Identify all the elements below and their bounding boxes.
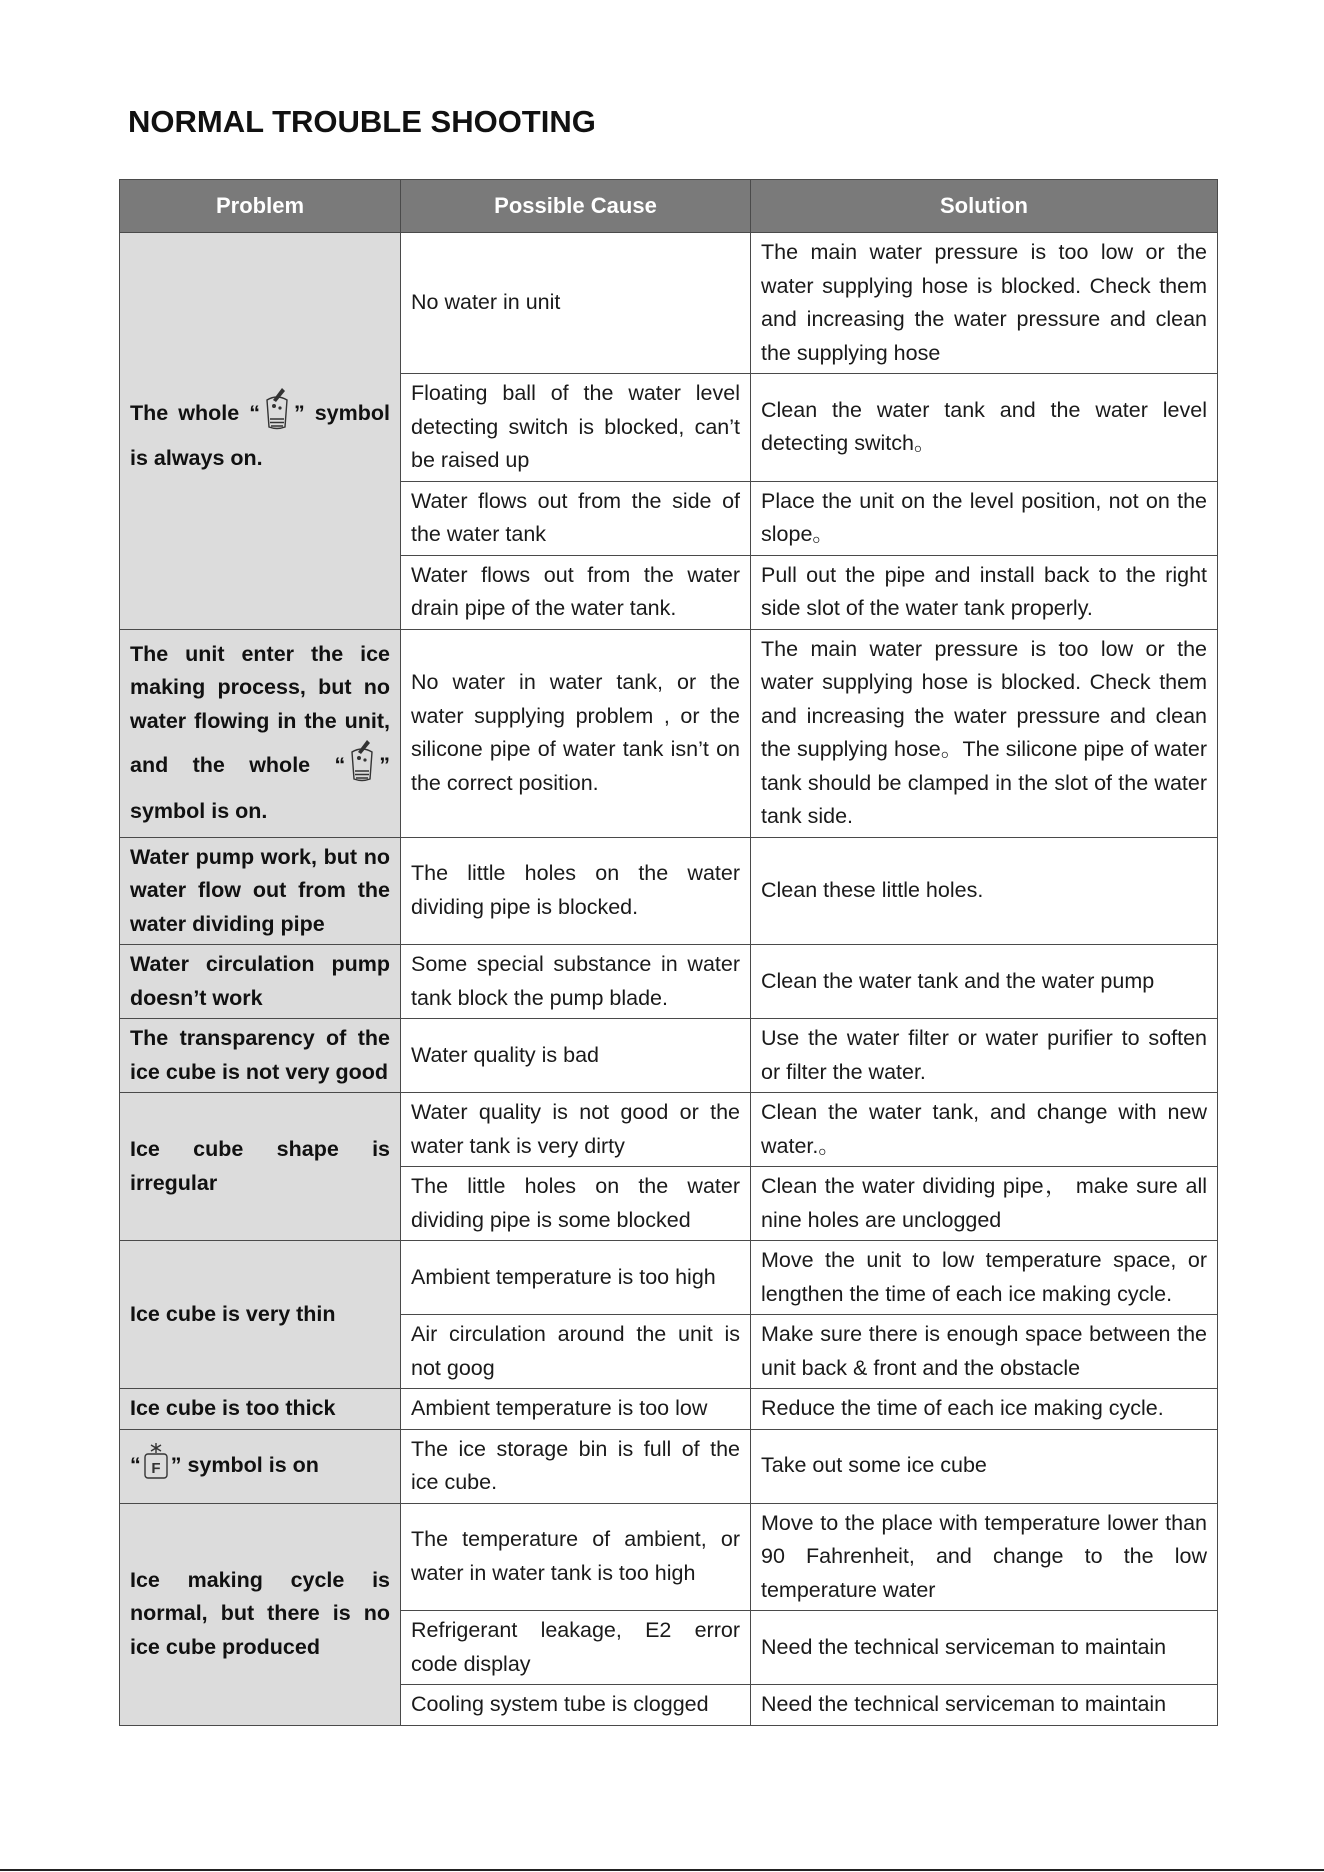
- problem-cell: Water circulation pump doesn’t work: [120, 945, 401, 1019]
- cause-cell: Water flows out from the side of the water tank: [401, 481, 751, 555]
- solution-cell: Make sure there is enough space between the unit back & front and the obstacle: [751, 1315, 1218, 1389]
- problem-cell: Water pump work, but no water flow out from the water dividing pipe: [120, 837, 401, 945]
- solution-cell: Move the unit to low temperature space, or lengthen the time of each ice making cycle.: [751, 1241, 1218, 1315]
- header-possible-cause: Possible Cause: [401, 180, 751, 233]
- solution-cell: Pull out the pipe and install back to the right side slot of the water tank properly.: [751, 555, 1218, 629]
- cause-cell: Some special substance in water tank block the pump blade.: [401, 945, 751, 1019]
- page-title: NORMAL TROUBLE SHOOTING: [128, 104, 596, 139]
- cause-cell: The little holes on the water dividing pipe is blocked.: [401, 837, 751, 945]
- cause-cell: Air circulation around the unit is not goog: [401, 1315, 751, 1389]
- cause-cell: Water quality is bad: [401, 1019, 751, 1093]
- problem-text: “: [130, 1452, 141, 1477]
- solution-cell: Need the technical serviceman to maintain: [751, 1685, 1218, 1726]
- cause-cell: Floating ball of the water level detecting switch is blocked, can’t be raised up: [401, 374, 751, 482]
- table-row: [120, 837, 1218, 945]
- problem-text: ” symbol is on.: [130, 753, 390, 823]
- problem-cell: Ice cube shape is irregular: [120, 1093, 401, 1241]
- cause-cell: Water flows out from the water drain pipe of the water tank.: [401, 555, 751, 629]
- header-problem: Problem: [120, 180, 401, 233]
- problem-cell: Ice cube is very thin: [120, 1241, 401, 1389]
- problem-cell: [120, 629, 401, 837]
- table-body: [120, 233, 1218, 1726]
- solution-cell: Clean these little holes.: [751, 837, 1218, 945]
- cause-cell: The ice storage bin is full of the ice cube.: [401, 1429, 751, 1503]
- problem-cell: Ice making cycle is normal, but there is no ice cube produced: [120, 1503, 401, 1725]
- solution-cell: Clean the water tank, and change with new water.。: [751, 1093, 1218, 1167]
- water-tank-icon: [345, 738, 379, 795]
- cause-cell: No water in water tank, or the water supplying problem , or the silicone pipe of water tank isn’t on the correct position.: [401, 629, 751, 837]
- table-row: [120, 1093, 1218, 1167]
- cause-cell: The temperature of ambient, or water in water tank is too high: [401, 1503, 751, 1611]
- problem-text: ” symbol is on: [170, 1452, 319, 1477]
- header-solution: Solution: [751, 180, 1218, 233]
- table-row: [120, 629, 1218, 837]
- table-row: [120, 1503, 1218, 1611]
- solution-cell: Clean the water dividing pipe， make sure all nine holes are unclogged: [751, 1167, 1218, 1241]
- problem-cell: [120, 233, 401, 630]
- table-header-row: [120, 180, 1218, 233]
- solution-cell: The main water pressure is too low or the water supplying hose is blocked. Check them and increasing the water pressure and clean the supplying hose。The silicone pipe of water tank should be clamped in the slot of the water tank side.: [751, 629, 1218, 837]
- cause-cell: Refrigerant leakage, E2 error code display: [401, 1611, 751, 1685]
- cause-cell: Ambient temperature is too high: [401, 1241, 751, 1315]
- table-row: [120, 945, 1218, 1019]
- solution-cell: Clean the water tank and the water level detecting switch。: [751, 374, 1218, 482]
- problem-text: The whole “: [130, 400, 260, 425]
- solution-cell: Reduce the time of each ice making cycle.: [751, 1389, 1218, 1430]
- water-tank-icon: [260, 386, 294, 443]
- table-row: [120, 233, 1218, 374]
- solution-cell: Use the water filter or water purifier to soften or filter the water.: [751, 1019, 1218, 1093]
- solution-cell: Place the unit on the level position, not on the slope。: [751, 481, 1218, 555]
- ice-full-icon: [141, 1441, 171, 1492]
- solution-cell: Move to the place with temperature lower than 90 Fahrenheit, and change to the low temperature water: [751, 1503, 1218, 1611]
- solution-cell: Take out some ice cube: [751, 1429, 1218, 1503]
- problem-cell: [120, 1429, 401, 1503]
- table-row: [120, 1429, 1218, 1503]
- table-row: [120, 1019, 1218, 1093]
- troubleshooting-table: [119, 179, 1218, 1726]
- table-row: [120, 1389, 1218, 1430]
- page-bottom-rule: [0, 1869, 1324, 1871]
- problem-cell: The transparency of the ice cube is not very good: [120, 1019, 401, 1093]
- problem-text: ” symbol is always on.: [130, 400, 390, 471]
- table-row: [120, 1241, 1218, 1315]
- cause-cell: No water in unit: [401, 233, 751, 374]
- problem-cell: Ice cube is too thick: [120, 1389, 401, 1430]
- cause-cell: Ambient temperature is too low: [401, 1389, 751, 1430]
- cause-cell: Water quality is not good or the water tank is very dirty: [401, 1093, 751, 1167]
- solution-cell: The main water pressure is too low or the water supplying hose is blocked. Check them and increasing the water pressure and clean the supplying hose: [751, 233, 1218, 374]
- problem-text: The unit enter the ice making process, but no water flowing in the unit, and the whole “: [130, 641, 390, 778]
- cause-cell: Cooling system tube is clogged: [401, 1685, 751, 1726]
- solution-cell: Clean the water tank and the water pump: [751, 945, 1218, 1019]
- cause-cell: The little holes on the water dividing pipe is some blocked: [401, 1167, 751, 1241]
- solution-cell: Need the technical serviceman to maintain: [751, 1611, 1218, 1685]
- svg-text:F: F: [151, 1459, 161, 1477]
